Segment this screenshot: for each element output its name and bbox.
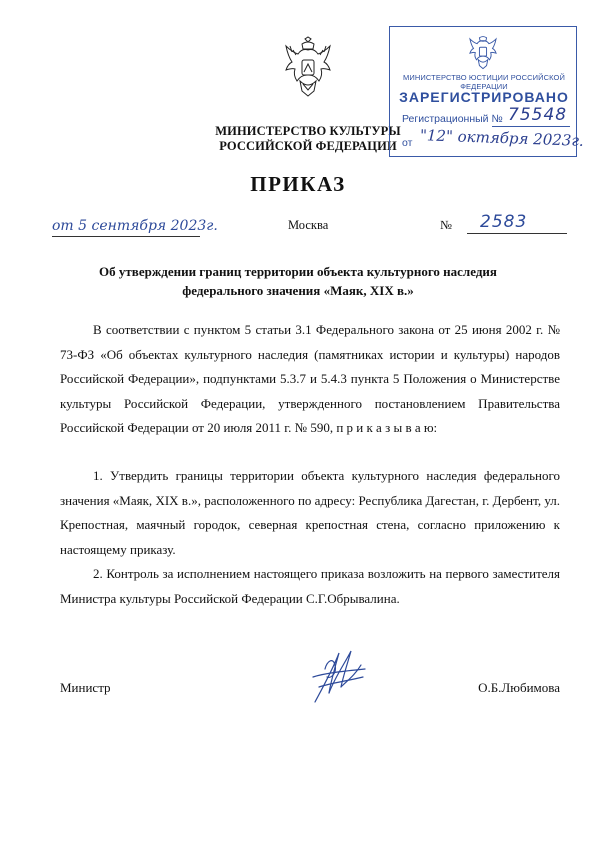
subject-line-1: Об утверждении границ территории объекта культурного наследия [99, 264, 497, 279]
clause-1-paragraph: 1. Утвердить границы территории объекта культурного наследия федерального значения «Маяк, XIX в.», расположенного по адресу: Республика Дагестан, г. Дербент, ул. Крепостная, маячный городок, северная крепостная стена, согласно приложению к настоящему приказу. [60, 468, 560, 557]
signatory-title: Министр [60, 680, 111, 695]
ministry-line-1: МИНИСТЕРСТВО КУЛЬТУРЫ [215, 124, 401, 138]
stamp-date-value: "12" октября 2023г. [419, 126, 585, 150]
stamp-ministry-text: МИНИСТЕРСТВО ЮСТИЦИИ РОССИЙСКОЙ ФЕДЕРАЦИИ [403, 73, 565, 91]
stamp-date-prefix: от [402, 137, 413, 149]
order-number: 2583 [480, 212, 528, 232]
preamble-paragraph: В соответствии с пунктом 5 статьи 3.1 Федерального закона от 25 июня 2002 г. № 73-ФЗ «Об объектах культурного наследия (памятниках истории и культуры) народов Российской Федерации», подпунктами 5.3.7 и 5.4.3 пункта 5 Положения о Министерстве культуры Российской Федерации, утвержденного постановлением Правительства Российской Федерации от 20 июля 2011 г. № 590, п р и к а з ы в а ю: [60, 322, 560, 436]
order-date: от 5 сентября 2023г. [52, 218, 218, 234]
handwritten-signature [305, 647, 373, 707]
stamp-regno-label: Регистрационный № [402, 113, 503, 125]
coat-of-arms-emblem [283, 36, 333, 100]
order-subject [60, 262, 536, 300]
order-number-underline [467, 233, 567, 234]
order-number-sign: № [440, 218, 452, 232]
signatory-name: О.Б.Любимова [478, 680, 560, 695]
registration-stamp [389, 26, 585, 157]
stamp-regno-underline [492, 126, 570, 127]
clause-2-paragraph: 2. Контроль за исполнением настоящего приказа возложить на первого заместителя Министра культуры Российской Федерации С.Г.Обрывалина. [60, 566, 560, 606]
order-city: Москва [288, 218, 329, 232]
subject-line-2: федерального значения «Маяк, XIX в.» [182, 283, 414, 298]
order-date-underline [52, 236, 200, 237]
stamp-registered-text: ЗАРЕГИСТРИРОВАНО [399, 89, 569, 105]
document-title: ПРИКАЗ [250, 172, 346, 196]
stamp-emblem-icon [468, 33, 498, 71]
ministry-name [213, 124, 403, 154]
stamp-regno-value: 75548 [508, 105, 568, 125]
ministry-line-2: РОССИЙСКОЙ ФЕДЕРАЦИИ [219, 139, 397, 153]
